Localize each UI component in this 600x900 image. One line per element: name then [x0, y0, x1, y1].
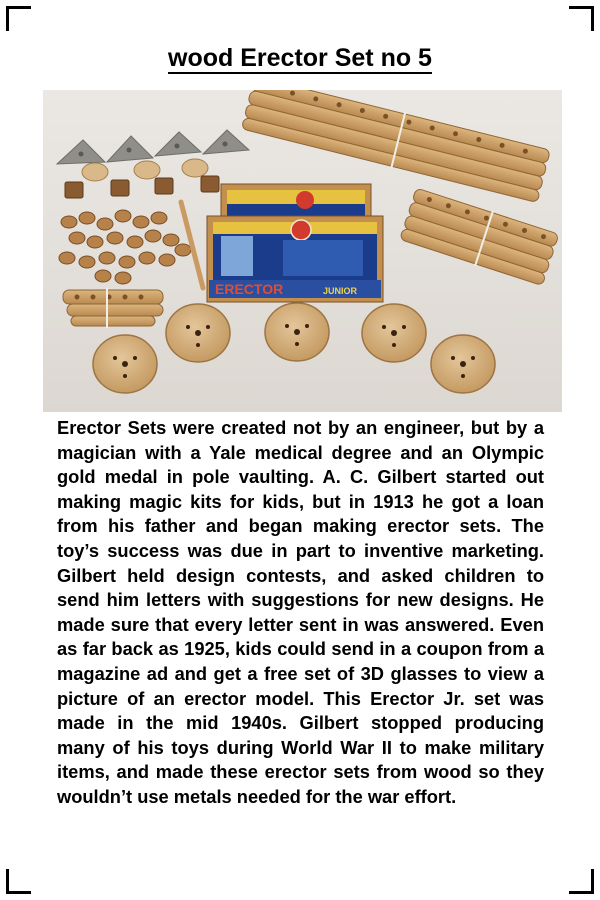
erector-set-photo	[43, 90, 562, 412]
corner-mark-top-left	[6, 6, 31, 31]
short-strip-bundle	[63, 288, 163, 328]
box-brand-text: ERECTOR	[215, 281, 284, 297]
body-paragraph: Erector Sets were created not by an engineer, but by a magician with a Yale medical degree and an Olympic gold medal in pole vaulting. A. C. Gilbert started out making magic kits for kids, but in 1913 he got a loan from his father and began making erector sets. The toy’s success was due in part to inventive marketing. Gilbert held design contests, and asked children to send him letters with suggestions for new designs. He made sure that every letter sent in was answered. Even as far back as 1925, kids could send in a coupon from a magazine ad and get a free set of 3D glasses to view a picture of an erector model. This Erector Jr. set was made in the mid 1940s. Gilbert stopped producing many of his toys during World War II to make military items, and made these erector sets from wood so they wouldn’t use metals needed for the war effort.	[57, 417, 544, 807]
page-title	[0, 44, 600, 73]
corner-mark-bottom-left	[6, 869, 31, 894]
corner-mark-top-right	[569, 6, 594, 31]
corner-mark-bottom-right	[569, 869, 594, 894]
erector-junior-box-front	[207, 216, 383, 302]
box-sub-text: JUNIOR	[323, 286, 358, 296]
page-title-text: wood Erector Set no 5	[168, 44, 432, 72]
